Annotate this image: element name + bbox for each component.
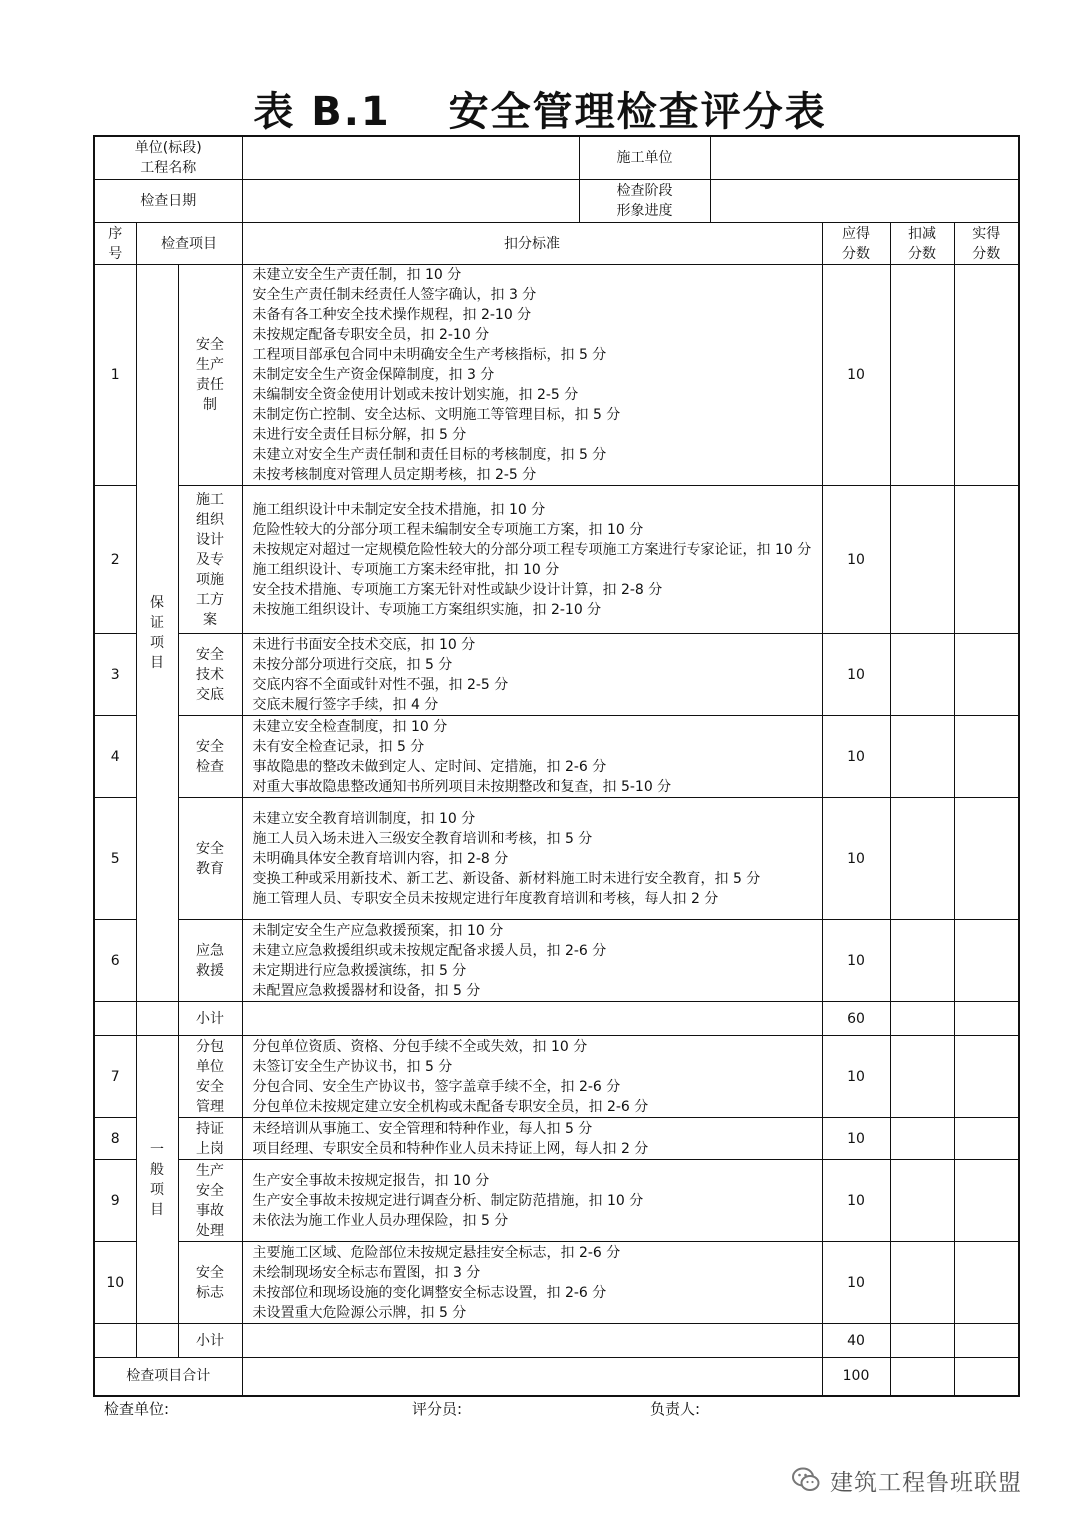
deduction-standard: 分包单位资质、资格、分包手续不全或失效，扣 10 分 未签订安全生产协议书，扣 5 分 分包合同、安全生产协议书，签字盖章手续不全，扣 2-6 分 分包单位未按规定建立安全机构或未配备专职安全员，扣 2-6 分	[242, 1036, 822, 1118]
row-number: 6	[94, 920, 136, 1002]
deduct-score-cell[interactable]	[890, 920, 954, 1002]
header-row-project	[94, 136, 1019, 180]
table-row	[94, 1242, 1019, 1324]
should-score: 10	[822, 1160, 890, 1242]
table-row	[94, 634, 1019, 716]
deduct-score-cell[interactable]	[890, 1118, 954, 1160]
item-name: 持证上岗	[178, 1118, 242, 1160]
group-label-general: 一般项目	[136, 1036, 178, 1324]
subtotal-label: 小计	[178, 1002, 242, 1036]
subtotal-row-general	[94, 1324, 1019, 1358]
deduction-standard: 未制定安全生产应急救援预案，扣 10 分 未建立应急救援组织或未按规定配备求援人员，扣 2-6 分 未定期进行应急救援演练，扣 5 分 未配置应急救援器材和设备，扣 5 分	[242, 920, 822, 1002]
total-score: 100	[822, 1358, 890, 1396]
column-header-row	[94, 223, 1019, 265]
deduct-score-cell[interactable]	[890, 1358, 954, 1396]
should-score: 10	[822, 1036, 890, 1118]
actual-score-cell[interactable]	[954, 1358, 1019, 1396]
subtotal-score: 60	[822, 1002, 890, 1036]
col-deduct-score: 扣减 分数	[890, 223, 954, 265]
should-score: 10	[822, 634, 890, 716]
total-label: 检查项目合计	[94, 1358, 242, 1396]
actual-score-cell[interactable]	[954, 265, 1019, 486]
item-name: 分包单位安全管理	[178, 1036, 242, 1118]
header-row-date	[94, 180, 1019, 223]
deduction-standard: 未进行书面安全技术交底，扣 10 分 未按分部分项进行交底，扣 5 分 交底内容不全面或针对性不强，扣 2-5 分 交底未履行签字手续，扣 4 分	[242, 634, 822, 716]
row-number: 8	[94, 1118, 136, 1160]
table-row	[94, 798, 1019, 920]
scorer-label: 评分员:	[412, 1400, 463, 1418]
actual-score-cell[interactable]	[954, 1324, 1019, 1358]
deduct-score-cell[interactable]	[890, 1160, 954, 1242]
deduction-standard: 主要施工区域、危险部位未按规定悬挂安全标志，扣 2-6 分 未绘制现场安全标志布置图，扣 3 分 未按部位和现场设施的变化调整安全标志设置，扣 2-6 分 未设置重大危险源公示牌，扣 5 分	[242, 1242, 822, 1324]
deduction-standard: 未建立安全生产责任制，扣 10 分 安全生产责任制未经责任人签字确认，扣 3 分 未备有各工种安全技术操作规程，扣 2-10 分 未按规定配备专职安全员，扣 2-10 分 工程项目部承包合同中未明确安全生产考核指标，扣 5 分 未制定安全生产资金保障制度，扣 3 分 未编制安全资金使用计划或未按计划实施，扣 2-5 分 未制定伤亡控制、安全达标、文明施工等管理目标，扣 5 分 未进行安全责任目标分解，扣 5 分 未建立对安全生产责任制和责任目标的考核制度，扣 5 分 未按考核制度对管理人员定期考核，扣 2-5 分	[242, 265, 822, 486]
table-row	[94, 486, 1019, 634]
deduct-score-cell[interactable]	[890, 1242, 954, 1324]
page-title: 表 B.1 安全管理检查评分表	[253, 89, 827, 135]
item-name: 应急救援	[178, 920, 242, 1002]
score-table	[93, 135, 1020, 1397]
unit-label: 单位(标段)	[134, 140, 202, 156]
wechat-icon	[790, 1464, 822, 1496]
should-score: 10	[822, 1118, 890, 1160]
table-row	[94, 1036, 1019, 1118]
project-name-label: 工程名称	[140, 160, 197, 176]
actual-score-cell[interactable]	[954, 1160, 1019, 1242]
actual-score-cell[interactable]	[954, 1036, 1019, 1118]
item-name: 安全技术交底	[178, 634, 242, 716]
should-score: 10	[822, 716, 890, 798]
actual-score-cell[interactable]	[954, 1002, 1019, 1036]
check-unit-label: 检查单位:	[104, 1400, 170, 1418]
subtotal-label: 小计	[178, 1324, 242, 1358]
actual-score-cell[interactable]	[954, 920, 1019, 1002]
table-row	[94, 716, 1019, 798]
construction-unit-field[interactable]	[711, 137, 1019, 179]
actual-score-cell[interactable]	[954, 716, 1019, 798]
col-standard: 扣分标准	[242, 223, 822, 265]
deduction-standard: 未经培训从事施工、安全管理和特种作业，每人扣 5 分 项目经理、专职安全员和特种作业人员未持证上网，每人扣 2 分	[242, 1118, 822, 1160]
deduction-standard: 未建立安全检查制度，扣 10 分 未有安全检查记录，扣 5 分 事故隐患的整改未做到定人、定时间、定措施，扣 2-6 分 对重大事故隐患整改通知书所列项目未按期整改和复查，扣 5-10 分	[242, 716, 822, 798]
group-label-guarantee: 保证项目	[136, 265, 178, 1002]
table-row	[94, 1160, 1019, 1242]
should-score: 10	[822, 1242, 890, 1324]
stage-label: 检查阶段 形象进度	[580, 180, 711, 222]
project-name-field[interactable]	[243, 137, 580, 179]
stage-field[interactable]	[711, 180, 1019, 222]
subtotal-score: 40	[822, 1324, 890, 1358]
signature-footer	[0, 1398, 1080, 1422]
row-number: 1	[94, 265, 136, 486]
responsible-label: 负责人:	[650, 1400, 701, 1418]
item-name: 安全生产责任制	[178, 265, 242, 486]
subtotal-row-guarantee	[94, 1002, 1019, 1036]
deduct-score-cell[interactable]	[890, 634, 954, 716]
table-row	[94, 1118, 1019, 1160]
total-row	[94, 1358, 1019, 1396]
should-score: 10	[822, 920, 890, 1002]
actual-score-cell[interactable]	[954, 1242, 1019, 1324]
col-item: 检查项目	[136, 223, 242, 265]
table-row	[94, 920, 1019, 1002]
deduction-standard: 未建立安全教育培训制度，扣 10 分 施工人员入场未进入三级安全教育培训和考核，扣 5 分 未明确具体安全教育培训内容，扣 2-8 分 变换工种或采用新技术、新工艺、新设备、新材料施工时未进行安全教育，扣 5 分 施工管理人员、专职安全员未按规定进行年度教育培训和考核，每人扣 2 分	[242, 798, 822, 920]
item-name: 生产安全事故处理	[178, 1160, 242, 1242]
item-name: 安全检查	[178, 716, 242, 798]
should-score: 10	[822, 486, 890, 634]
check-date-label: 检查日期	[94, 180, 242, 223]
row-number: 3	[94, 634, 136, 716]
actual-score-cell[interactable]	[954, 1118, 1019, 1160]
deduct-score-cell[interactable]	[890, 265, 954, 486]
row-number: 10	[94, 1242, 136, 1324]
deduction-standard: 生产安全事故未按规定报告，扣 10 分 生产安全事故未按规定进行调查分析、制定防范措施，扣 10 分 未依法为施工作业人员办理保险，扣 5 分	[242, 1160, 822, 1242]
row-number: 2	[94, 486, 136, 634]
actual-score-cell[interactable]	[954, 486, 1019, 634]
should-score: 10	[822, 265, 890, 486]
deduct-score-cell[interactable]	[890, 486, 954, 634]
construction-unit-label: 施工单位	[580, 137, 711, 179]
row-number: 5	[94, 798, 136, 920]
item-name: 安全教育	[178, 798, 242, 920]
actual-score-cell[interactable]	[954, 634, 1019, 716]
watermark	[790, 1462, 1022, 1498]
deduct-score-cell[interactable]	[890, 1324, 954, 1358]
item-name: 安全标志	[178, 1242, 242, 1324]
col-should-score: 应得 分数	[822, 223, 890, 265]
actual-score-cell[interactable]	[954, 798, 1019, 920]
col-actual-score: 实得 分数	[954, 223, 1019, 265]
col-seq: 序 号	[94, 223, 136, 265]
row-number: 7	[94, 1036, 136, 1118]
row-number: 4	[94, 716, 136, 798]
row-number: 9	[94, 1160, 136, 1242]
deduct-score-cell[interactable]	[890, 716, 954, 798]
table-row	[94, 265, 1019, 486]
check-date-field[interactable]	[243, 180, 580, 222]
deduct-score-cell[interactable]	[890, 1036, 954, 1118]
deduct-score-cell[interactable]	[890, 1002, 954, 1036]
item-name: 施工组织设计及专项施工方案	[178, 486, 242, 634]
deduction-standard: 施工组织设计中未制定安全技术措施，扣 10 分 危险性较大的分部分项工程未编制安全专项施工方案，扣 10 分 未按规定对超过一定规模危险性较大的分部分项工程专项施工方案进行专家论证，扣 10 分 施工组织设计、专项施工方案未经审批，扣 10 分 安全技术措施、专项施工方案无针对性或缺少设计计算，扣 2-8 分 未按施工组织设计、专项施工方案组织实施，扣 2-10 分	[242, 486, 822, 634]
deduct-score-cell[interactable]	[890, 798, 954, 920]
should-score: 10	[822, 798, 890, 920]
watermark-text: 建筑工程鲁班联盟	[830, 1469, 1022, 1496]
